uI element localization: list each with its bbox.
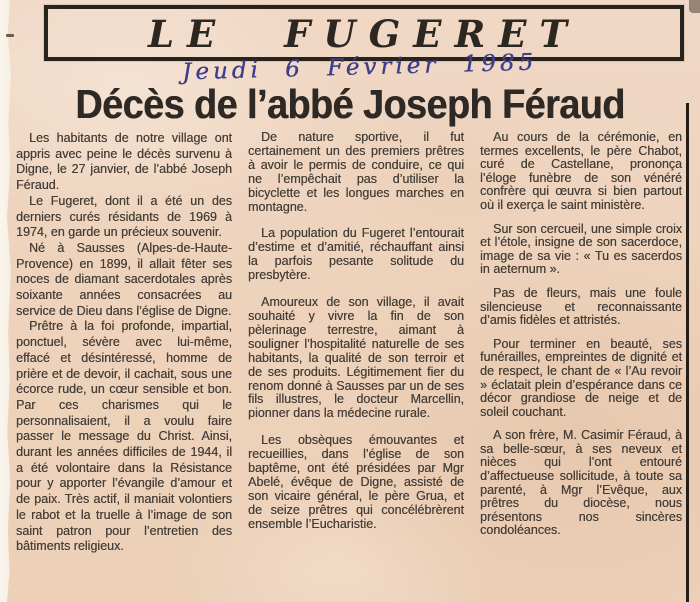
article-headline: Décès de l’abbé Joseph Féraud [75, 81, 625, 127]
paragraph: Au cours de la cérémonie, en termes excellents, le père Chabot, curé de Castellane, prononça l’éloge funèbre de son vénéré confrère qui œuvra si bien partout où il exerça le saint ministère. [480, 130, 682, 212]
masthead-title: LE FUGERET [148, 11, 580, 56]
handwritten-date: Jeudi 6 Février 1985 [181, 49, 538, 86]
edge-ink-mark [6, 34, 14, 37]
paragraph: Le Fugeret, dont il a été un des derniers curés résidants de 1969 à 1974, en garde un précieux souvenir. [16, 193, 232, 240]
masthead-banner [44, 5, 684, 61]
article-column-3 [480, 131, 682, 555]
paragraph: Les habitants de notre village ont appris avec peine le décès survenu à Digne, le 27 janvier, de l’abbé Joseph Féraud. [16, 131, 232, 193]
column-rule [686, 103, 689, 602]
paragraph: Les obsèques émouvantes et recueillies, dans l’église de son baptême, ont été présidées par Mgr Abelé, évêque de Digne, assisté de son vicaire général, le père Grua, et de seize prêtres qui concélébrèrent ensemble l’Eucharistie. [248, 433, 464, 531]
paragraph: Pour terminer en beauté, ses funérailles, empreintes de dignité et de respect, le chant de « l’Au revoir » éclatait plein d’espérance dans ce décor grandiose de neige et de soleil couchant. [480, 336, 682, 419]
article-column-1 [16, 131, 232, 555]
paragraph: Sur son cercueil, une simple croix et l’étole, insigne de son sacerdoce, image de sa vie : « Tu es sacerdos in aeternum ». [480, 221, 682, 277]
paragraph: Amoureux de son village, il avait souhaité y vivre la fin de son pèlerinage terrestre, aimant à souligner l’hospitalité naturelle de ses habitants, la qualité de son terroir et de ses produits. Légitimement fier du renom donné à Sausses par un de ses fils illustres, le docteur Marcellin, pionner dans la médecine rurale. [248, 295, 464, 421]
article-body [16, 131, 682, 555]
paragraph: Pas de fleurs, mais une foule silencieuse et reconnaissante d’amis fidèles et attristés. [480, 285, 682, 328]
paragraph: Prêtre à la foi profonde, impartial, ponctuel, sévère avec lui-même, effacé et désintéressé, homme de prière et de devoir, il cachait, sous une écorce rude, un cœur sensible et bon. Par ces charismes qui le personnalisaient, il a voulu faire passer le message du Christ. Ainsi, durant les années difficiles de 1944, il a été volontaire dans la Résistance pour y apporter l’évangile d’amour et de paix. Très actif, il maniait volontiers le rabot et la truelle à l’image de son saint patron pour l’entretien des bâtiments religieux. [16, 319, 232, 554]
paragraph: La population du Fugeret l’entourait d’estime et d’amitié, réchauffant ainsi la parfois pesante solitude du presbytère. [248, 226, 464, 283]
paragraph: Né à Sausses (Alpes-de-Haute-Provence) en 1899, il allait fêter ses noces de diamant sacerdotales après soixante années consacrées au service de Dieu dans l’église de Digne. [16, 240, 232, 318]
paragraph: A son frère, M. Casimir Féraud, à sa belle-sœur, à ses neveux et nièces qui l’ont entouré d’affectueuse sollicitude, à toute sa parenté, à Mgr l’Evêque, aux prêtres du diocèse, nous présentons nos sincères condoléances. [480, 428, 682, 538]
article-column-2 [248, 131, 464, 555]
paragraph: De nature sportive, il fut certainement un des premiers prêtres à avoir le permis de conduire, ce qui ne l’empêchait pas d’utiliser la bicyclette et les longues marches en montagne. [248, 130, 464, 214]
corner-smudge [689, 0, 700, 13]
